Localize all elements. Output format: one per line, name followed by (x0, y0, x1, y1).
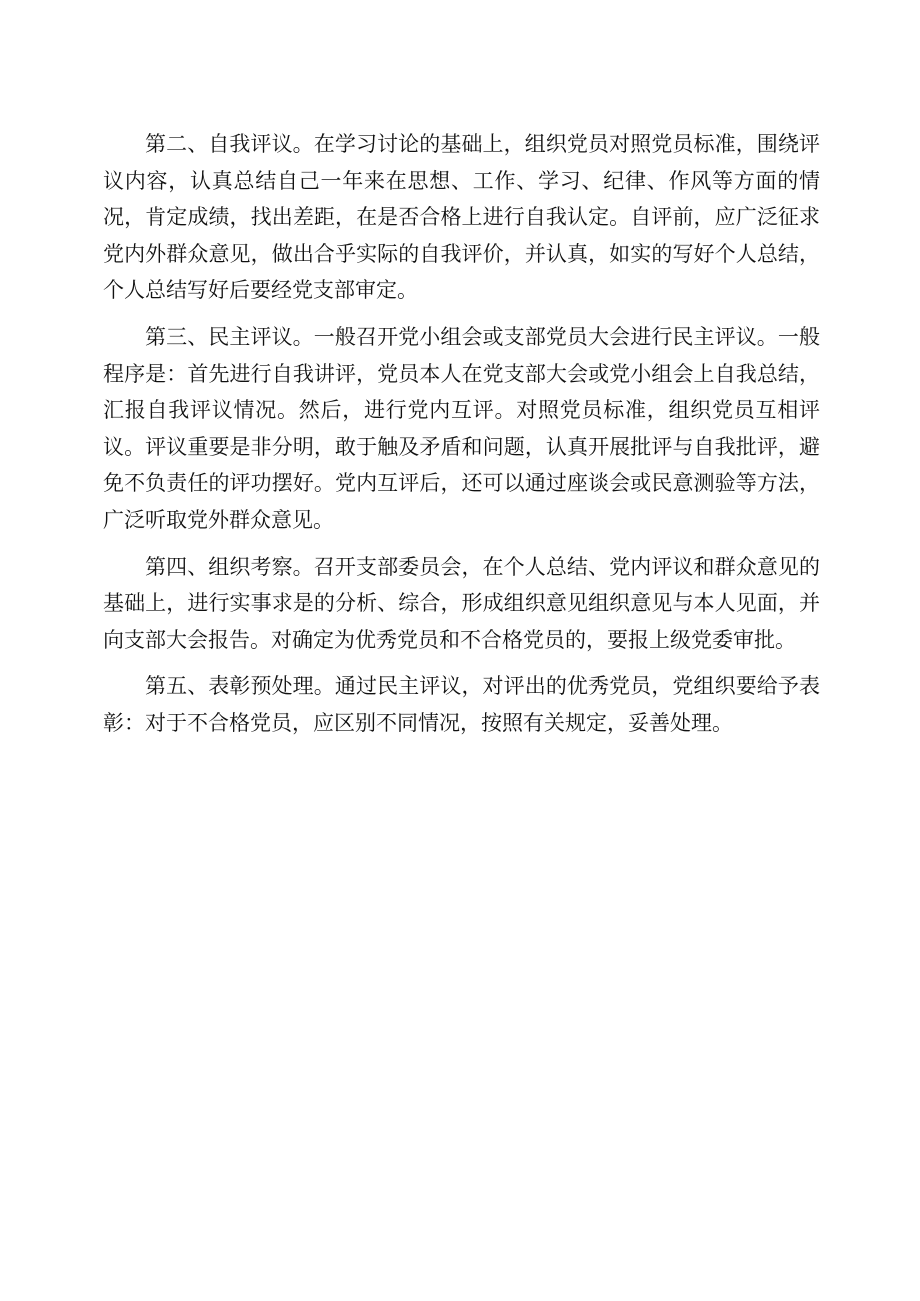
document-body (103, 126, 820, 752)
paragraph-self-evaluation: 第二、自我评议。在学习讨论的基础上，组织党员对照党员标准，围绕评议内容，认真总结自己一年来在思想、工作、学习、纪律、作风等方面的情况，肯定成绩，找出差距，在是否合格上进行自我认定。自评前，应广泛征求党内外群众意见，做出合乎实际的自我评价，并认真，如实的写好个人总结，个人总结写好后要经党支部审定。 (103, 132, 820, 303)
paragraph-commendation-handling: 第五、表彰预处理。通过民主评议，对评出的优秀党员，党组织要给予表彰：对于不合格党员，应区别不同情况，按照有关规定，妥善处理。 (103, 674, 820, 735)
paragraph-organizational-review: 第四、组织考察。召开支部委员会，在个人总结、党内评议和群众意见的基础上，进行实事求是的分析、综合，形成组织意见组织意见与本人见面，并向支部大会报告。对确定为优秀党员和不合格党员的，要报上级党委审批。 (103, 554, 820, 652)
paragraph-democratic-evaluation: 第三、民主评议。一般召开党小组会或支部党员大会进行民主评议。一般程序是：首先进行自我讲评，党员本人在党支部大会或党小组会上自我总结，汇报自我评议情况。然后，进行党内互评。对照党员标准，组织党员互相评议。评议重要是非分明，敢于触及矛盾和问题，认真开展批评与自我批评，避免不负责任的评功摆好。党内互评后，还可以通过座谈会或民意测验等方法，广泛听取党外群众意见。 (103, 324, 820, 532)
